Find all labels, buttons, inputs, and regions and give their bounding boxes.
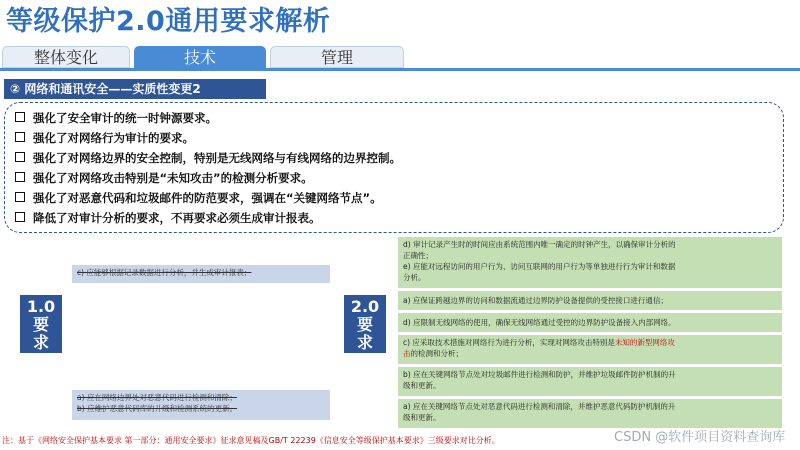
checkbox-icon: [15, 112, 25, 122]
tab-overall-changes[interactable]: 整体变化: [2, 46, 130, 68]
new-requirement-text: 分析。: [403, 273, 426, 282]
summary-item-text: 强化了对网络边界的安全控制，特别是无线网络与有线网络的边界控制。: [33, 151, 401, 165]
new-requirement-text: e) 应能对远程访问的用户行为、访问互联网的用户行为等单独进行行为审计和数据: [403, 262, 676, 271]
new-requirement-row: [398, 335, 782, 364]
new-requirement-text: c) 应采取技术措施对网络行为进行分析，实现对网络攻击特别是: [403, 338, 615, 347]
new-requirement-text: b) 应在关键网络节点处对垃圾邮件进行检测和防护，并维护垃圾邮件防护机制的升: [403, 370, 676, 379]
watermark: CSDN @软件项目资料查询库: [614, 430, 786, 445]
old-requirement-text: c) 应能够根据记录数据进行分析，并生成审计报表；: [77, 268, 252, 277]
new-requirement-text: a) 应在关键网络节点处对恶意代码进行检测和清除，并维护恶意代码防护机制的升: [403, 402, 676, 411]
new-requirement-row: [398, 399, 782, 428]
summary-item-text: 强化了对网络行为审计的要求。: [33, 131, 194, 145]
old-requirement-text: a) 应在网络边界处对恶意代码进行检测和清除；: [77, 393, 237, 402]
version-2-label: 要: [356, 315, 373, 334]
summary-item-text: 强化了对恶意代码和垃圾邮件的防范要求，强调在“关键网络节点”。: [33, 191, 382, 205]
checkbox-icon: [15, 172, 25, 182]
new-requirement-text: d) 审计记录产生时的时间应由系统范围内唯一确定的时钟产生，以确保审计分析的: [403, 240, 676, 249]
highlight-text: 未知的新型网络攻: [614, 338, 675, 347]
checkbox-icon: [15, 212, 25, 222]
new-requirement-text: d) 应限制无线网络的使用，确保无线网络通过受控的边界防护设备接入内部网络。: [403, 318, 676, 327]
new-requirement-row: [398, 291, 782, 310]
version-2-label: 求: [356, 333, 373, 352]
new-requirement-row: [398, 237, 782, 288]
new-requirement-text: 级和更新。: [403, 413, 441, 422]
new-requirement-text: 级和更新。: [403, 381, 441, 390]
summary-item: [15, 110, 217, 126]
old-requirement-row: [72, 390, 330, 420]
tab-bar: [2, 46, 798, 68]
version-1-number: 1.0: [26, 297, 56, 316]
checkbox-icon: [15, 132, 25, 142]
summary-item: [15, 170, 313, 186]
summary-item: [15, 130, 194, 146]
new-requirement-row: [398, 313, 782, 332]
summary-item-text: 强化了安全审计的统一时钟源要求。: [33, 111, 217, 125]
tab-underline: [0, 68, 800, 71]
version-1-label: 要: [32, 315, 49, 334]
summary-box: [4, 102, 784, 233]
footnote: 注：基于《网络安全保护基本要求 第一部分：通用安全要求》征求意见稿及GB/T 22239《信息安全等级保护基本要求》三级要求对比分析。: [2, 436, 500, 445]
summary-item-text: 降低了对审计分析的要求，不再要求必须生成审计报表。: [33, 211, 321, 225]
new-requirement-text: 正确性；: [403, 251, 433, 260]
checkbox-icon: [15, 192, 25, 202]
page-title: 等级保护2.0通用要求解析: [6, 6, 331, 37]
section-heading: ② 网络和通讯安全——实质性变更2: [4, 79, 266, 99]
new-requirement-row: [398, 367, 782, 396]
old-requirement-row: [72, 265, 330, 283]
summary-item: [15, 210, 321, 226]
summary-item: [15, 190, 382, 206]
version-1-block: [20, 295, 62, 353]
summary-item: [15, 150, 401, 166]
tab-management[interactable]: 管理: [270, 46, 404, 68]
version-2-block: [344, 295, 386, 353]
version-2-number: 2.0: [350, 297, 380, 316]
highlight-text: 击: [403, 349, 411, 358]
new-requirement-text: 的检测和分析；: [410, 349, 463, 358]
checkbox-icon: [15, 152, 25, 162]
tab-technology[interactable]: 技术: [134, 46, 266, 68]
version-1-label: 求: [32, 333, 49, 352]
old-requirement-text: b) 应维护恶意代码库的升级和检测系统的更新。: [77, 404, 238, 413]
new-requirement-text: a) 应保证跨越边界的访问和数据流通过边界防护设备提供的受控接口进行通信；: [403, 296, 668, 305]
summary-item-text: 强化了对网络攻击特别是“未知攻击”的检测分析要求。: [33, 171, 313, 185]
